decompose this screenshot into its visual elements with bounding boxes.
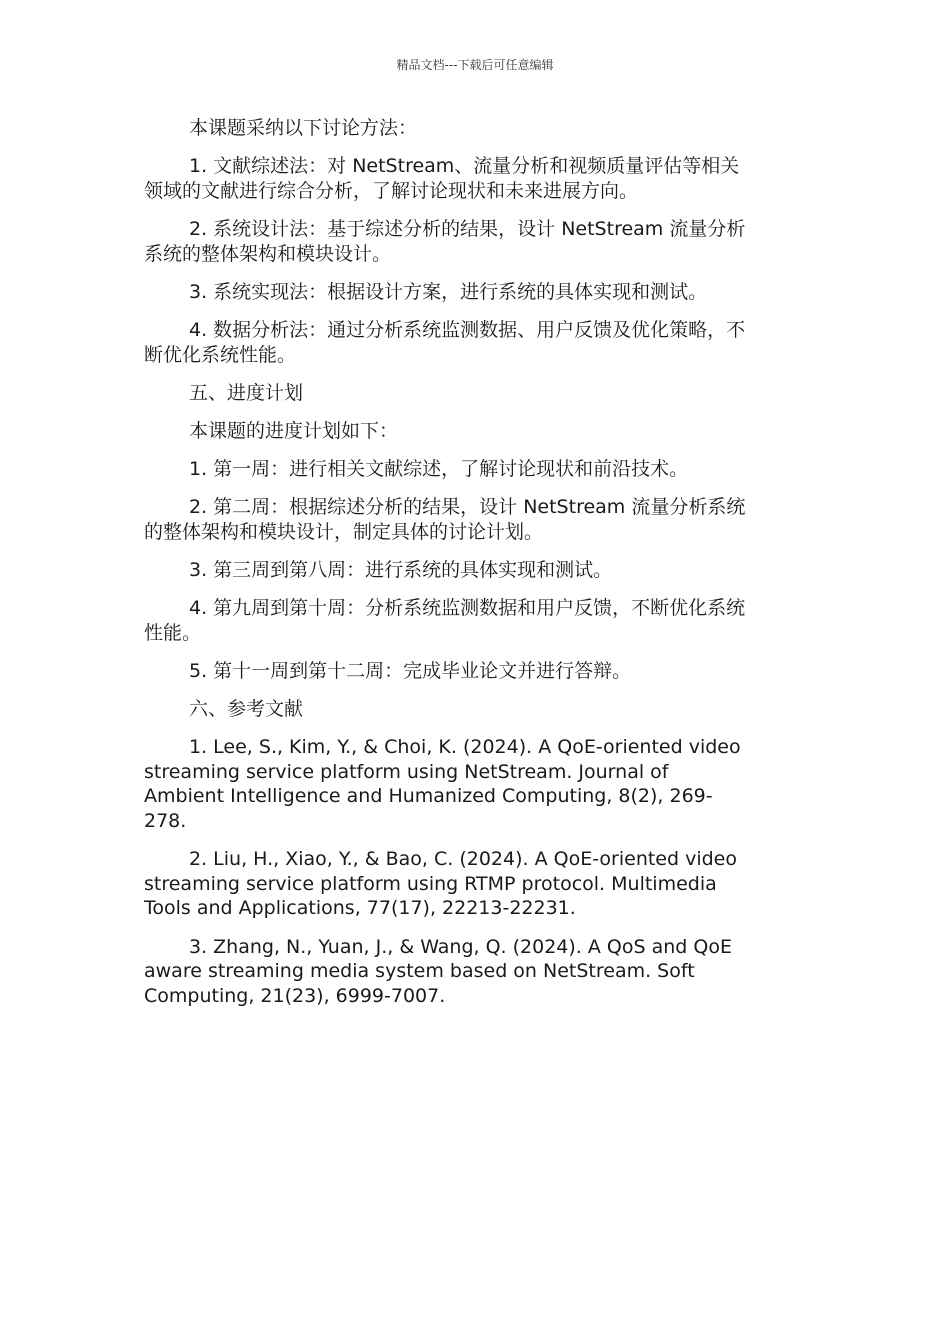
paragraph-method-system-design: 2. 系统设计法：基于综述分析的结果，设计 NetStream 流量分析 系统的整体架构和模块设计。	[144, 218, 746, 265]
schedule-item-weeks-9-10: 4. 第九周到第十周：分析系统监测数据和用户反馈，不断优化系统 性能。	[144, 597, 746, 644]
section-heading-references: 六、参考文献	[189, 698, 304, 720]
reference-item-2: 2. Liu, H., Xiao, Y., & Bao, C. (2024). A QoE-oriented video streaming service platform using RTMP protocol. Multimedia Tools and Applications, 77(17), 22213-22231.	[144, 848, 737, 919]
reference-item-1: 1. Lee, S., Kim, Y., & Choi, K. (2024). A QoE-oriented video streaming service platform using NetStream. Journal of Ambient Intelligence and Humanized Computing, 8(2), 269- 278.	[144, 736, 741, 832]
schedule-item-week-1: 1. 第一周：进行相关文献综述，了解讨论现状和前沿技术。	[189, 458, 689, 480]
paragraph-schedule-intro: 本课题的进度计划如下：	[189, 420, 399, 442]
section-heading-schedule: 五、进度计划	[189, 382, 304, 404]
page-header: 精品文档---下载后可任意编辑	[396, 58, 554, 72]
reference-item-3: 3. Zhang, N., Yuan, J., & Wang, Q. (2024). A QoS and QoE aware streaming media system based on NetStream. Soft Computing, 21(23), 6999-7007.	[144, 935, 732, 1007]
paragraph-research-methods-intro: 本课题采纳以下讨论方法：	[189, 117, 418, 139]
document-body	[144, 116, 804, 1022]
paragraph-method-system-implementation: 3. 系统实现法：根据设计方案，进行系统的具体实现和测试。	[189, 281, 708, 303]
schedule-item-week-2: 2. 第二周：根据综述分析的结果，设计 NetStream 流量分析系统 的整体架构和模块设计，制定具体的讨论计划。	[144, 496, 746, 543]
schedule-item-weeks-11-12: 5. 第十一周到第十二周：完成毕业论文并进行答辩。	[189, 660, 632, 682]
paragraph-method-literature-review: 1. 文献综述法：对 NetStream、流量分析和视频质量评估等相关 领域的文献进行综合分析，了解讨论现状和未来进展方向。	[144, 155, 740, 202]
schedule-item-weeks-3-8: 3. 第三周到第八周：进行系统的具体实现和测试。	[189, 559, 613, 581]
paragraph-method-data-analysis: 4. 数据分析法：通过分析系统监测数据、用户反馈及优化策略，不 断优化系统性能。	[144, 319, 746, 366]
